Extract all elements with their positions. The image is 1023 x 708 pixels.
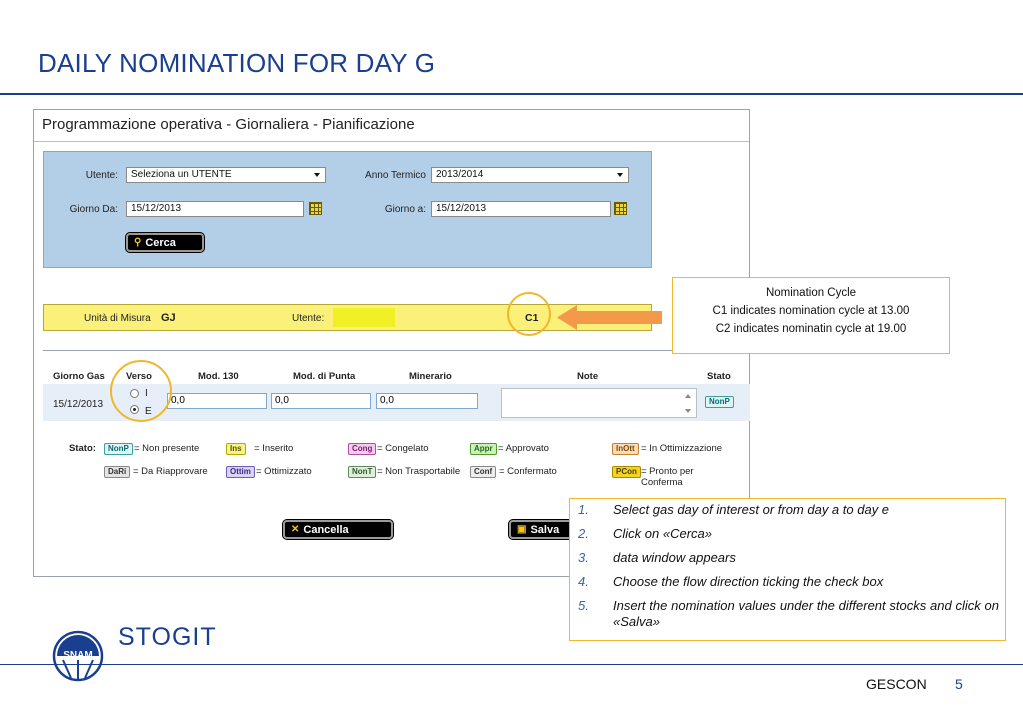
legend-text-appr: = Approvato: [498, 443, 549, 454]
calendar-icon[interactable]: [309, 202, 322, 215]
salva-button-label: Salva: [530, 523, 560, 536]
verso-i-label: I: [145, 388, 148, 399]
legend-badge-pcon: PCon: [612, 466, 641, 478]
col-header-note: Note: [577, 371, 599, 382]
legend-text-nont: = Non Trasportabile: [377, 466, 461, 477]
legend-text-inott: = In Ottimizzazione: [641, 443, 723, 454]
legend-text-pcon: = Pronto per Conferma: [641, 466, 694, 488]
status-badge: NonP: [705, 396, 734, 408]
utente-select-value: Seleziona un UTENTE: [131, 169, 232, 180]
cerca-button[interactable]: [126, 233, 204, 252]
legend-badge-ottim: Ottim: [226, 466, 255, 478]
col-header-mod-punta: Mod. di Punta: [293, 371, 356, 382]
legend-badge-conf: Conf: [470, 466, 496, 478]
col-header-verso: Verso: [126, 371, 152, 382]
step-number: 2.: [578, 526, 589, 541]
footer-divider: [0, 664, 1023, 665]
giorno-da-label: Giorno Da:: [69, 204, 118, 215]
step-text: data window appears: [613, 550, 736, 565]
search-icon: ⚲: [134, 237, 142, 248]
scroll-down-icon[interactable]: [685, 409, 691, 413]
list-item: [578, 550, 999, 566]
legend-badge-inott: InOtt: [612, 443, 639, 455]
arrow-left-icon: [557, 305, 662, 330]
giorno-a-input[interactable]: [431, 201, 611, 217]
cancella-button-label: Cancella: [303, 523, 349, 536]
note-textarea[interactable]: [501, 388, 697, 418]
legend-text-cong: = Congelato: [377, 443, 429, 454]
utente-select[interactable]: [126, 167, 326, 183]
instruction-steps: [569, 498, 1006, 641]
legend-text-dari: = Da Riapprovare: [133, 466, 208, 477]
list-item: [578, 598, 999, 630]
page-number: 5: [955, 676, 963, 692]
list-item: [578, 526, 999, 542]
legend-text-ins: = Inserito: [254, 443, 294, 454]
anno-termico-value: 2013/2014: [436, 169, 484, 180]
scroll-up-icon[interactable]: [685, 394, 691, 398]
save-icon: ▣: [517, 524, 527, 535]
col-header-minerario: Minerario: [409, 371, 452, 382]
legend-badge-dari: DaRi: [104, 466, 130, 478]
utente-label: Utente:: [85, 170, 118, 181]
mod-130-input[interactable]: 0,0: [167, 393, 267, 409]
legend-badge-nont: NonT: [348, 466, 376, 478]
chevron-down-icon: [617, 173, 623, 177]
cycle-highlight-circle: [507, 292, 551, 336]
slide-title: DAILY NOMINATION FOR DAY G: [38, 48, 436, 78]
giorno-da-input[interactable]: [126, 201, 304, 217]
nomination-cycle: C1: [525, 312, 539, 324]
brand-name: STOGIT: [118, 623, 217, 651]
legend-badge-appr: Appr: [470, 443, 497, 455]
legend-text-conf: = Confermato: [499, 466, 557, 477]
step-number: 4.: [578, 574, 589, 589]
mod-punta-input[interactable]: 0,0: [271, 393, 371, 409]
utente-info-label: Utente:: [292, 313, 325, 324]
step-text: Select gas day of interest or from day a to day e: [613, 502, 890, 517]
snam-logo-icon: [49, 630, 107, 682]
app-title-divider: [34, 141, 749, 142]
anno-termico-select[interactable]: [431, 167, 629, 183]
step-number: 5.: [578, 598, 589, 613]
search-panel: [43, 151, 652, 268]
callout-line-2: C1 indicates nomination cycle at 13.00: [712, 305, 910, 317]
giorno-a-label: Giorno a:: [384, 204, 426, 215]
step-text: Insert the nomination values under the different stocks and click on «Salva»: [613, 598, 999, 629]
legend-text-ottim: = Ottimizzato: [256, 466, 312, 477]
close-icon: ✕: [291, 524, 300, 535]
callout-line-3: C2 indicates nominatin cycle at 19.00: [715, 323, 907, 335]
header-divider: [0, 93, 1023, 95]
step-number: 1.: [578, 502, 589, 517]
cancella-button[interactable]: [283, 520, 393, 539]
col-header-mod-130: Mod. 130: [198, 371, 239, 382]
app-title: Programmazione operativa - Giornaliera - Pianificazione: [42, 116, 415, 133]
callout-line-1: Nomination Cycle: [765, 287, 857, 299]
giorno-a-value: 15/12/2013: [436, 203, 487, 214]
giorno-gas-cell: 15/12/2013: [53, 399, 104, 410]
step-number: 3.: [578, 550, 589, 565]
footer-label: GESCON: [866, 676, 927, 692]
step-text: Click on «Cerca»: [613, 526, 712, 541]
cerca-button-label: Cerca: [145, 236, 176, 249]
nomination-cycle-callout: [672, 277, 950, 354]
legend-badge-ins: Ins: [226, 443, 246, 455]
legend-badge-cong: Cong: [348, 443, 376, 455]
chevron-down-icon: [314, 173, 320, 177]
unita-misura-value: GJ: [161, 312, 176, 324]
minerario-input[interactable]: 0,0: [376, 393, 478, 409]
unita-misura-label: Unità di Misura: [84, 313, 151, 324]
col-header-giorno-gas: Giorno Gas: [53, 371, 105, 382]
svg-text:SNAM: SNAM: [63, 650, 93, 661]
list-item: [578, 502, 999, 518]
verso-highlight-circle: [110, 360, 172, 422]
legend-badge-nonp: NonP: [104, 443, 133, 455]
anno-termico-label: Anno Termico: [365, 170, 426, 181]
col-header-stato: Stato: [707, 371, 731, 382]
legend-text-nonp: = Non presente: [134, 443, 200, 454]
step-text: Choose the flow direction ticking the check box: [613, 574, 884, 589]
calendar-icon[interactable]: [614, 202, 627, 215]
verso-e-label: E: [145, 406, 152, 417]
utente-info-value: [333, 308, 395, 327]
list-item: [578, 574, 999, 590]
giorno-da-value: 15/12/2013: [131, 203, 182, 214]
legend-title: Stato:: [69, 443, 96, 454]
